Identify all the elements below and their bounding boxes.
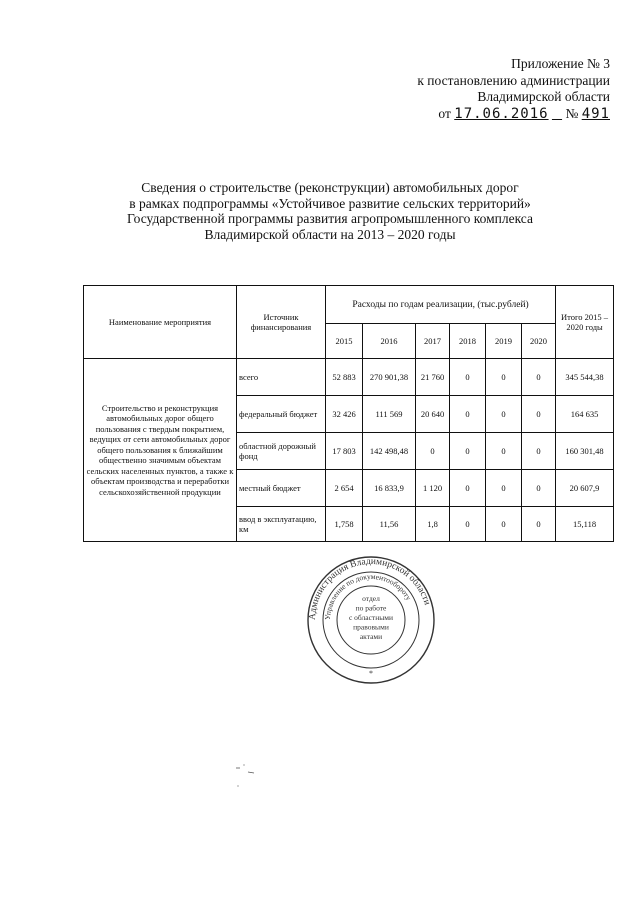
resolution-date: 17.06.2016 (454, 105, 549, 122)
seal-center-line: отдел (362, 594, 380, 603)
header-expenses: Расходы по годам реализации, (тыс.рублей) (326, 286, 556, 324)
total-cell: 160 301,48 (556, 433, 614, 470)
header-year: 2017 (416, 324, 450, 359)
source-cell: местный бюджет (237, 470, 326, 507)
value-cell: 16 833,9 (363, 470, 416, 507)
seal-center-text (349, 594, 393, 641)
value-cell: 0 (522, 359, 556, 396)
seal-center-line: актами (359, 632, 383, 641)
header-activity: Наименование мероприятия (84, 286, 237, 359)
title-line-4: Владимирской области на 2013 – 2020 годы (204, 226, 456, 242)
value-cell: 20 640 (416, 396, 450, 433)
value-cell: 0 (522, 470, 556, 507)
appendix-header (417, 56, 610, 122)
document-title (100, 180, 560, 242)
header-year: 2020 (522, 324, 556, 359)
value-cell: 11,56 (363, 507, 416, 542)
appendix-region: Владимирской области (477, 89, 610, 104)
value-cell: 0 (486, 470, 522, 507)
value-cell: 111 569 (363, 396, 416, 433)
header-year: 2019 (486, 324, 522, 359)
appendix-date-line (417, 106, 610, 123)
header-total: Итого 2015 – 2020 годы (556, 286, 614, 359)
seal-inner-text: Управление по документообороту (322, 571, 414, 621)
value-cell: 17 803 (326, 433, 363, 470)
value-cell: 0 (450, 507, 486, 542)
value-cell: 270 901,38 (363, 359, 416, 396)
value-cell: 0 (450, 470, 486, 507)
number-prefix: № (565, 105, 579, 121)
total-cell: 20 607,9 (556, 470, 614, 507)
value-cell: 52 883 (326, 359, 363, 396)
seal-center-line: по работе (355, 603, 387, 613)
source-cell: ввод в эксплуатацию, км (237, 507, 326, 542)
value-cell: 1,8 (416, 507, 450, 542)
value-cell: 1 120 (416, 470, 450, 507)
value-cell: 2 654 (326, 470, 363, 507)
activity-name: Строительство и реконструкция автомобильных дорог общего пользования с твердым покрытием, ведущих от сети автомобильных дорог общего пользования к ближайшим общественно значимым объектам сельских населенных пунктов, а также к объектам производства и переработки сельскохозяйственной продукции (84, 359, 237, 542)
value-cell: 0 (486, 433, 522, 470)
value-cell: 0 (522, 433, 556, 470)
source-cell: федеральный бюджет (237, 396, 326, 433)
source-cell: всего (237, 359, 326, 396)
seal-star: * (369, 669, 373, 678)
appendix-resolution: к постановлению администрации (417, 72, 610, 88)
value-cell: 0 (486, 507, 522, 542)
value-cell: 0 (486, 359, 522, 396)
header-source: Источник финансирования (237, 286, 326, 359)
from-prefix: от (438, 105, 451, 121)
total-cell: 15,118 (556, 507, 614, 542)
title-line-3: Государственной программы развития агропромышленного комплекса (127, 211, 533, 226)
seal-outer-text: Администрация Владимирской области (307, 556, 432, 621)
total-cell: 164 635 (556, 396, 614, 433)
value-cell: 0 (522, 396, 556, 433)
value-cell: 0 (450, 433, 486, 470)
header-year: 2015 (326, 324, 363, 359)
official-seal-stamp (306, 555, 436, 685)
value-cell: 0 (522, 507, 556, 542)
value-cell: 0 (416, 433, 450, 470)
value-cell: 0 (450, 396, 486, 433)
value-cell: 142 498,48 (363, 433, 416, 470)
appendix-number: Приложение № 3 (511, 56, 610, 71)
scan-specks (234, 762, 274, 790)
value-cell: 0 (486, 396, 522, 433)
value-cell: 0 (450, 359, 486, 396)
resolution-number: 491 (581, 105, 610, 122)
value-cell: 21 760 (416, 359, 450, 396)
header-year: 2018 (450, 324, 486, 359)
table-row (84, 359, 614, 396)
construction-table (83, 285, 614, 542)
header-year: 2016 (363, 324, 416, 359)
value-cell: 32 426 (326, 396, 363, 433)
title-line-2: в рамках подпрограммы «Устойчивое развитие сельских территорий» (129, 195, 531, 211)
value-cell: 1,758 (326, 507, 363, 542)
source-cell: областной дорожный фонд (237, 433, 326, 470)
total-cell: 345 544,38 (556, 359, 614, 396)
seal-center-line: с областными (348, 613, 394, 622)
title-line-1: Сведения о строительстве (реконструкции) автомобильных дорог (141, 180, 519, 195)
seal-center-line: правовыми (353, 622, 389, 632)
